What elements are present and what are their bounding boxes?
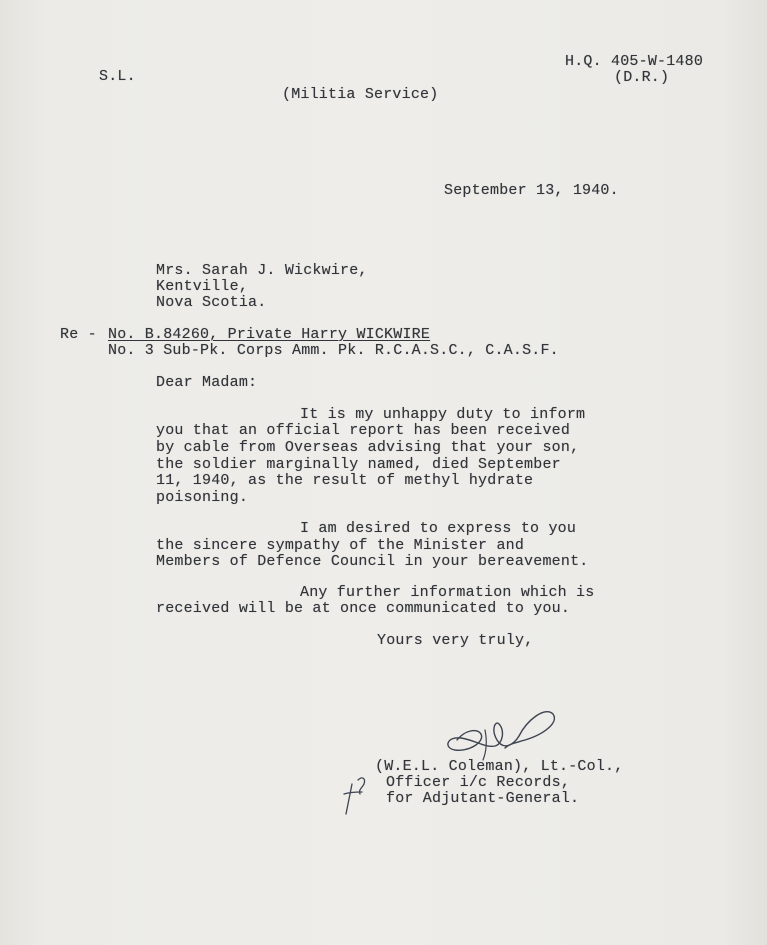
file-sub: (D.R.)	[614, 69, 670, 86]
signature-title-1: Officer i/c Records,	[386, 774, 571, 791]
para3-line-2: received will be at once communicated to you.	[156, 600, 571, 617]
recipient-line-3: Nova Scotia.	[156, 294, 267, 311]
para2-line-3: Members of Defence Council in your bereavement.	[156, 553, 589, 570]
re-label: Re -	[60, 326, 97, 343]
para1-line-6: poisoning.	[156, 489, 249, 506]
para1-line-2: you that an official report has been received	[156, 422, 571, 439]
recipient-line-1: Mrs. Sarah J. Wickwire,	[156, 262, 368, 279]
file-number: H.Q. 405-W-1480	[565, 53, 704, 70]
para1-line-1: It is my unhappy duty to inform	[300, 406, 586, 423]
header-left: S.L.	[99, 68, 136, 85]
salutation: Dear Madam:	[156, 374, 258, 391]
re-line-2: No. 3 Sub-Pk. Corps Amm. Pk. R.C.A.S.C., C.A.S.F.	[108, 342, 559, 359]
para2-line-2: the sincere sympathy of the Minister and	[156, 537, 525, 554]
signature-name: (W.E.L. Coleman), Lt.-Col.,	[375, 758, 624, 775]
initials-mark	[336, 770, 386, 820]
para1-line-4: the soldier marginally named, died September	[156, 456, 561, 473]
para1-line-3: by cable from Overseas advising that your son,	[156, 439, 580, 456]
recipient-line-2: Kentville,	[156, 278, 249, 295]
para3-line-1: Any further information which is	[300, 584, 595, 601]
para1-line-5: 11, 1940, as the result of methyl hydrate	[156, 472, 534, 489]
re-line-1: No. B.84260, Private Harry WICKWIRE	[108, 326, 431, 343]
closing: Yours very truly,	[377, 632, 534, 649]
header-center: (Militia Service)	[282, 86, 439, 103]
para2-line-1: I am desired to express to you	[300, 520, 577, 537]
letter-date: September 13, 1940.	[444, 182, 619, 199]
signature-title-2: for Adjutant-General.	[386, 790, 580, 807]
